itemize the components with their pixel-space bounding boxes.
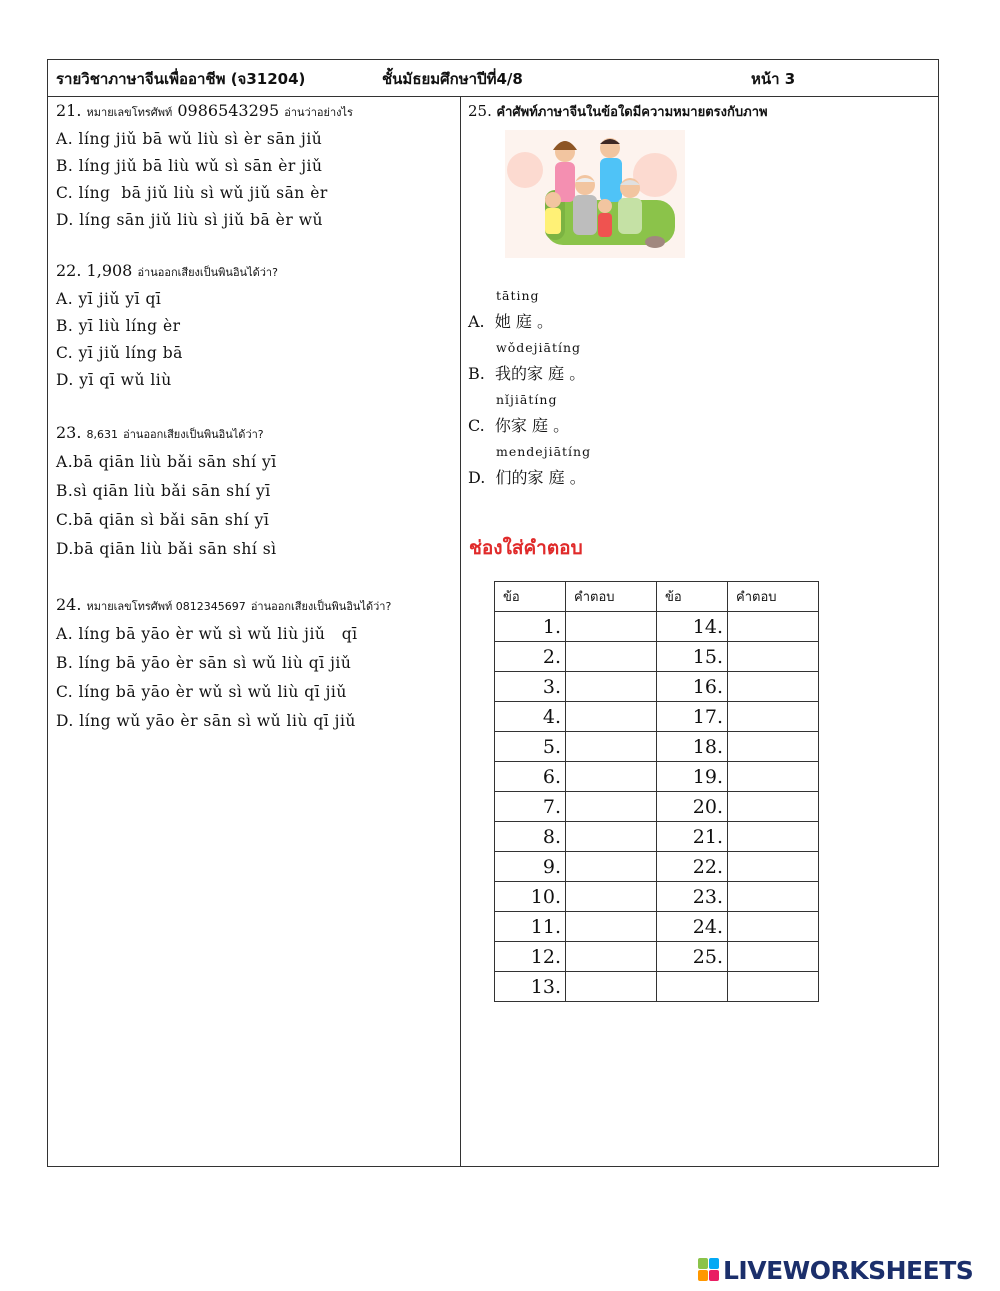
column-header-answer: คำตอบ (728, 582, 819, 612)
question-number (657, 972, 728, 1002)
option-b[interactable]: B. líng jiǔ bā liù wǔ sì sān èr jiǔ (56, 157, 323, 175)
liveworksheets-logo: LIVEWORKSHEETS (698, 1256, 973, 1285)
option-d[interactable]: D. yī qī wǔ liù (56, 371, 172, 389)
question-number: 1. (495, 612, 566, 642)
answer-row (495, 642, 819, 672)
question-prompt: 24. หมายเลขโทรศัพท์ 0812345697 อ่านออกเสียงเป็นพินอินได้ว่า? (56, 595, 392, 614)
worksheet-header (48, 60, 938, 97)
pinyin-d: mendejiātíng (496, 444, 592, 459)
question-number: 9. (495, 852, 566, 882)
option-d[interactable]: D. 们的家 庭 。 (468, 468, 586, 487)
answer-cell[interactable] (728, 642, 819, 672)
question-number: 16. (657, 672, 728, 702)
option-b[interactable]: B. 我的家 庭 。 (468, 364, 586, 383)
question-number: 14. (657, 612, 728, 642)
answer-cell[interactable] (566, 912, 657, 942)
pinyin-c: nǐjiātíng (496, 392, 558, 407)
answer-cell (728, 972, 819, 1002)
option-c[interactable]: C. líng bā yāo èr wǔ sì wǔ liù qī jiǔ (56, 683, 347, 701)
logo-mark-icon (698, 1258, 720, 1282)
question-prompt: 21. หมายเลขโทรศัพท์ 0986543295 อ่านว่าอย่างไร (56, 101, 353, 120)
option-a[interactable]: A. yī jiǔ yī qī (56, 290, 162, 308)
question-number: 6. (495, 762, 566, 792)
option-c[interactable]: C. líng bā jiǔ liù sì wǔ jiǔ sān èr (56, 184, 328, 202)
answer-cell[interactable] (728, 732, 819, 762)
answer-row (495, 882, 819, 912)
option-a[interactable]: A. 她 庭 。 (468, 312, 553, 331)
option-d[interactable]: D.bā qiān liù bǎi sān shí sì (56, 540, 277, 558)
answer-cell[interactable] (566, 642, 657, 672)
answer-cell[interactable] (728, 852, 819, 882)
answer-row (495, 912, 819, 942)
answer-cell[interactable] (566, 702, 657, 732)
answer-cell[interactable] (566, 792, 657, 822)
question-number: 2. (495, 642, 566, 672)
question-number: 21. (657, 822, 728, 852)
page-number: หน้า 3 (751, 70, 796, 88)
question-number: 7. (495, 792, 566, 822)
option-c[interactable]: C. 你家 庭 。 (468, 416, 570, 435)
question-number: 15. (657, 642, 728, 672)
option-a[interactable]: A.bā qiān liù bǎi sān shí yī (56, 453, 277, 471)
question-number: 17. (657, 702, 728, 732)
answer-cell[interactable] (566, 822, 657, 852)
answer-cell[interactable] (566, 762, 657, 792)
pinyin-a: tāting (496, 288, 540, 303)
answer-cell[interactable] (728, 912, 819, 942)
question-23 (56, 418, 456, 564)
question-prompt: 22. 1,908 อ่านออกเสียงเป็นพินอินได้ว่า? (56, 261, 278, 280)
question-25-prompt: 25. คำศัพท์ภาษาจีนในข้อใดมีความหมายตรงกับภาพ (468, 102, 768, 120)
option-b[interactable]: B. yī liù líng èr (56, 317, 181, 335)
option-c[interactable]: C. yī jiǔ líng bā (56, 344, 183, 362)
answer-row (495, 612, 819, 642)
answer-row (495, 732, 819, 762)
question-number: 22. (657, 852, 728, 882)
answer-cell[interactable] (566, 672, 657, 702)
question-number: 23. (657, 882, 728, 912)
option-b[interactable]: B.sì qiān liù bǎi sān shí yī (56, 482, 271, 500)
option-a[interactable]: A. líng jiǔ bā wǔ liù sì èr sān jiǔ (56, 130, 323, 148)
answer-table-header (495, 582, 819, 612)
answer-cell[interactable] (728, 942, 819, 972)
answer-row (495, 852, 819, 882)
question-number: 25. (657, 942, 728, 972)
answer-box-title: ช่องใส่คำตอบ (469, 537, 583, 559)
answer-cell[interactable] (728, 822, 819, 852)
answer-row (495, 762, 819, 792)
column-divider (460, 96, 461, 1166)
question-number: 3. (495, 672, 566, 702)
option-d[interactable]: D. líng wǔ yāo èr sān sì wǔ liù qī jiǔ (56, 712, 356, 730)
question-21 (56, 96, 456, 234)
answer-row (495, 702, 819, 732)
option-b[interactable]: B. líng bā yāo èr sān sì wǔ liù qī jiǔ (56, 654, 352, 672)
answer-cell[interactable] (728, 612, 819, 642)
answer-cell[interactable] (566, 882, 657, 912)
question-number: 18. (657, 732, 728, 762)
question-number: 5. (495, 732, 566, 762)
column-header-answer: คำตอบ (566, 582, 657, 612)
answer-cell[interactable] (728, 882, 819, 912)
question-number: 12. (495, 942, 566, 972)
question-number: 4. (495, 702, 566, 732)
answer-cell[interactable] (566, 942, 657, 972)
question-number: 19. (657, 762, 728, 792)
answer-row (495, 972, 819, 1002)
answer-table (494, 581, 819, 1002)
answer-row (495, 942, 819, 972)
question-number: 24. (657, 912, 728, 942)
question-24 (56, 590, 456, 736)
grade-label: ชั้นมัธยมศึกษาปีที่4/8 (382, 70, 523, 88)
option-a[interactable]: A. líng bā yāo èr wǔ sì wǔ liù jiǔ qī (56, 625, 358, 643)
answer-cell[interactable] (728, 792, 819, 822)
left-column (56, 96, 456, 736)
question-number: 13. (495, 972, 566, 1002)
column-header-no: ข้อ (495, 582, 566, 612)
answer-row (495, 672, 819, 702)
question-number: 8. (495, 822, 566, 852)
pinyin-b: wǒdejiātíng (496, 340, 582, 355)
answer-row (495, 822, 819, 852)
answer-cell[interactable] (566, 612, 657, 642)
question-22 (56, 256, 456, 394)
answer-cell[interactable] (566, 852, 657, 882)
question-number: 11. (495, 912, 566, 942)
answer-cell[interactable] (728, 672, 819, 702)
question-prompt: 23. 8,631 อ่านออกเสียงเป็นพินอินได้ว่า? (56, 423, 264, 442)
answer-row (495, 792, 819, 822)
question-number: 10. (495, 882, 566, 912)
answer-cell[interactable] (728, 762, 819, 792)
column-header-no: ข้อ (657, 582, 728, 612)
subject-title: รายวิชาภาษาจีนเพื่ออาชีพ (จ31204) (56, 70, 306, 88)
option-d[interactable]: D. líng sān jiǔ liù sì jiǔ bā èr wǔ (56, 211, 323, 229)
answer-cell[interactable] (566, 732, 657, 762)
family-photo (505, 130, 685, 258)
question-number: 20. (657, 792, 728, 822)
option-c[interactable]: C.bā qiān sì bǎi sān shí yī (56, 511, 270, 529)
question-25-options (468, 286, 933, 494)
answer-cell[interactable] (566, 972, 657, 1002)
answer-cell[interactable] (728, 702, 819, 732)
